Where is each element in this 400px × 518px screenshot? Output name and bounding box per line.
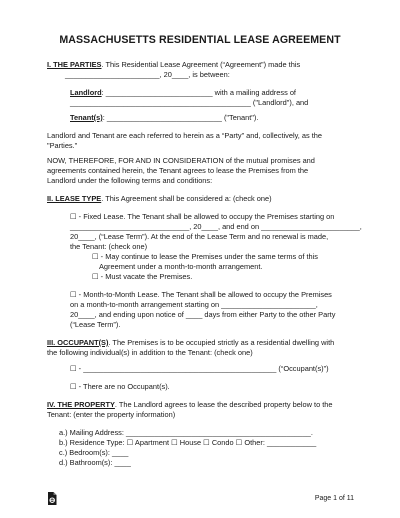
consideration-line1: NOW, THEREFORE, FOR AND IN CONSIDERATION of the mutual promises and [47, 156, 315, 165]
parties-line2: _______________________, 20____, is between: [65, 70, 230, 79]
fixed-lease-checkbox-line[interactable]: ☐ - Fixed Lease. The Tenant shall be allowed to occupy the Premises starting on [70, 212, 335, 221]
parties-paragraph [47, 60, 357, 70]
property-bathrooms[interactable]: d.) Bathroom(s): ____ [59, 458, 131, 467]
party-definition-line1: Landlord and Tenant are each referred to herein as a “Party” and, collectively, as the [47, 131, 322, 140]
lease-type-paragraph [47, 194, 357, 204]
landlord-line1: : __________________________ with a mailing address of [101, 88, 296, 97]
lease-type-intro: . This Agreement shall be considered a: (check one) [101, 194, 272, 203]
occupants-line2: the following individual(s) in addition to the Tenant: (check one) [47, 348, 253, 357]
occupants-heading: III. OCCUPANT(S) [47, 338, 109, 347]
fixed-lease-line3: 20____, (“Lease Term”). At the end of the Lease Term and no renewal is made, [70, 232, 329, 241]
property-paragraph [47, 400, 357, 410]
parties-heading: I. THE PARTIES [47, 60, 102, 69]
landlord-line2: ____________________________________________ ("Landlord"), and [70, 98, 309, 107]
property-line2: Tenant: (enter the property information) [47, 410, 176, 419]
page-number: Page 1 of 11 [314, 495, 354, 502]
property-line1: . The Landlord agrees to lease the described property below to the [114, 400, 333, 409]
landlord-line [70, 88, 380, 98]
lease-type-heading: II. LEASE TYPE [47, 194, 102, 203]
occupants-option-none[interactable]: ☐ - There are no Occupant(s). [70, 382, 170, 391]
fixed-lease-line2: _____________________________, 20____, and end on ________________________, [70, 222, 362, 231]
month-to-month-checkbox-line[interactable]: ☐ - Month-to-Month Lease. The Tenant shall be allowed to occupy the Premises [70, 290, 332, 299]
tenant-line [70, 113, 380, 123]
renewal-option-vacate[interactable]: ☐ - Must vacate the Premises. [92, 272, 193, 281]
consideration-line3: Landlord under the following terms and conditions: [47, 176, 213, 185]
month-to-month-line2: on a month-to-month arrangement starting on _______________________, [70, 300, 318, 309]
month-to-month-line3: 20____, and ending upon notice of ____ days from either Party to the other Party [70, 310, 336, 319]
property-bedrooms[interactable]: c.) Bedroom(s): ____ [59, 448, 129, 457]
consideration-line2: agreements contained herein, the Tenant agrees to lease the Premises from the [47, 166, 309, 175]
tenant-label: Tenant(s) [70, 113, 103, 122]
occupants-option-named[interactable]: ☐ - _______________________________________________ (“Occupant(s)”) [70, 364, 329, 373]
property-mailing-address[interactable]: a.) Mailing Address: _____________________________________________. [59, 428, 313, 437]
renewal-option-month-to-month-line2: Agreement under a month-to-month arrangement. [99, 262, 263, 271]
tenant-line-text: : ____________________________ ("Tenant"). [102, 113, 259, 122]
property-residence-type[interactable]: b.) Residence Type: ☐ Apartment ☐ House ☐ Condo ☐ Other: ____________ [59, 438, 317, 447]
document-logo-icon [47, 492, 57, 505]
parties-line1: . This Residential Lease Agreement (“Agreement”) made this [101, 60, 301, 69]
party-definition-line2: "Parties." [47, 141, 78, 150]
renewal-option-month-to-month[interactable]: ☐ - May continue to lease the Premises under the same terms of this [92, 252, 318, 261]
occupants-paragraph [47, 338, 357, 348]
fixed-lease-line4: the Tenant: (check one) [70, 242, 148, 251]
occupants-line1: . The Premises is to be occupied strictly as a residential dwelling with [108, 338, 335, 347]
document-title: MASSACHUSETTS RESIDENTIAL LEASE AGREEMENT [59, 34, 341, 46]
month-to-month-line4: (“Lease Term”). [70, 320, 121, 329]
property-heading: IV. THE PROPERTY [47, 400, 115, 409]
landlord-label: Landlord [70, 88, 102, 97]
